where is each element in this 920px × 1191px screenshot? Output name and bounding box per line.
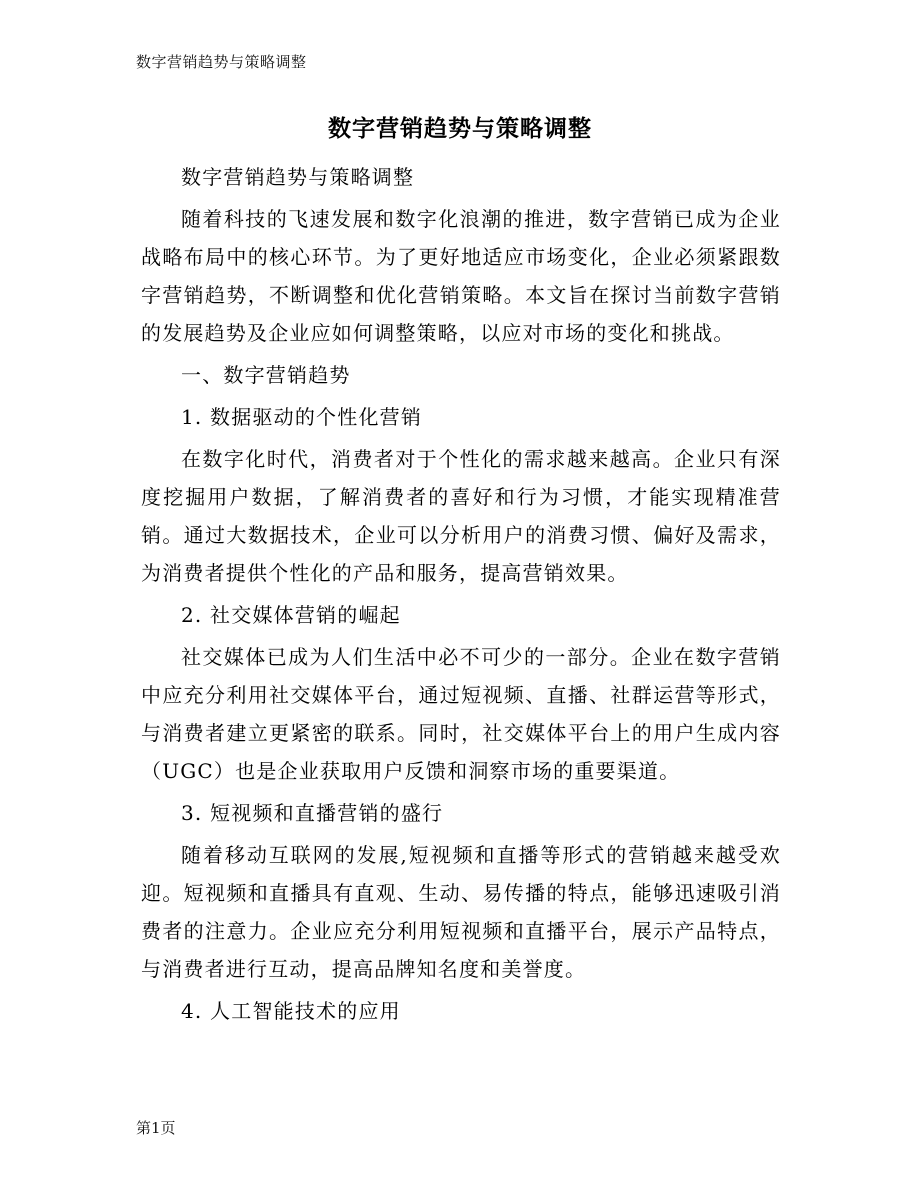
intro-paragraph: 随着科技的飞速发展和数字化浪潮的推进，数字营销已成为企业战略布局中的核心环节。为了更好地适应市场变化，企业必须紧跟数字营销趋势，不断调整和优化营销策略。本文旨在探讨当前数字营销的发展趋势及企业应如何调整策略，以应对市场的变化和挑战。	[141, 207, 781, 345]
item-heading: 4. 人工智能技术的应用	[181, 999, 401, 1023]
page-number: 第1页	[136, 1119, 176, 1137]
section-heading: 一、数字营销趋势	[181, 363, 351, 387]
item-heading: 2. 社交媒体营销的崛起	[181, 603, 401, 627]
item-paragraph: 社交媒体已成为人们生活中必不可少的一部分。企业在数字营销中应充分利用社交媒体平台，通过短视频、直播、社群运营等形式，与消费者建立更紧密的联系。同时，社交媒体平台上的用户生成内容（UGC）也是企业获取用户反馈和洞察市场的重要渠道。	[141, 645, 781, 783]
document-body	[141, 158, 781, 1030]
item-paragraph: 随着移动互联网的发展,短视频和直播等形式的营销越来越受欢迎。短视频和直播具有直观、生动、易传播的特点，能够迅速吸引消费者的注意力。企业应充分利用短视频和直播平台，展示产品特点，与消费者进行互动，提高品牌知名度和美誉度。	[141, 843, 781, 981]
document-subtitle: 数字营销趋势与策略调整	[181, 165, 415, 189]
running-header: 数字营销趋势与策略调整	[136, 53, 307, 71]
document-title: 数字营销趋势与策略调整	[328, 115, 592, 142]
item-paragraph: 在数字化时代，消费者对于个性化的需求越来越高。企业只有深度挖掘用户数据，了解消费者的喜好和行为习惯，才能实现精准营销。通过大数据技术，企业可以分析用户的消费习惯、偏好及需求，为消费者提供个性化的产品和服务，提高营销效果。	[141, 447, 781, 585]
item-heading: 1. 数据驱动的个性化营销	[181, 405, 423, 429]
item-heading: 3. 短视频和直播营销的盛行	[181, 801, 444, 825]
